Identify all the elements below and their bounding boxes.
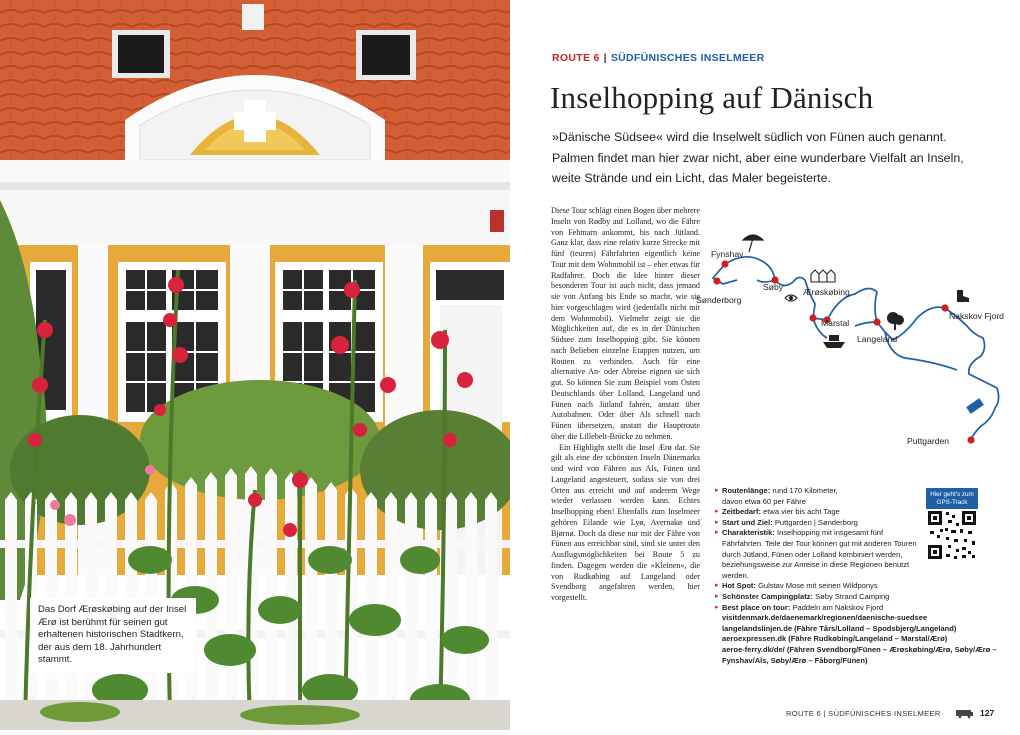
web-link[interactable]: aeroexpressen.dk (Fähre Rudkøbing/Langeland – Marstal/Ærø)	[722, 634, 948, 644]
web-link[interactable]: visitdenmark.de/daenemark/regionen/daenische-suedsee	[722, 613, 928, 623]
map-label-fynshav: Fynshav	[711, 249, 744, 259]
fact-row	[715, 507, 925, 518]
fact-text: etwa vier bis acht Tage	[763, 507, 840, 517]
fact-text: Inselhopping mit insgesamt fünf Fährfahrten. Teile der Tour können gut mit anderen Touren durch Jütland, Fünen oder Lolland kombiniert werden, beziehungsweise zur Anreise in diese Regionen benutzt werden.	[722, 528, 917, 580]
fact-text: Paddeln am Nakskov Fjord	[792, 602, 884, 612]
stop-aeroskobing	[809, 314, 816, 321]
web-link[interactable]: aeroe-ferry.dk/de/ (Fähren Svendborg/Fünen – Ærøskøbing/Ærø, Søby/Ærø – Fynshav/Als, Søby/Ærø – Fåborg/Fünen)	[722, 644, 997, 665]
map-label-puttgarden: Puttgarden	[907, 436, 950, 446]
qr-heading: Hier geht's zum GPS-Track	[926, 488, 978, 509]
page-number: 127	[980, 708, 995, 718]
fact-text: Gulstav Mose mit seinen Wildponys	[758, 581, 878, 591]
lead-paragraph: »Dänische Südsee« wird die Inselwelt südlich von Fünen auch genannt. Palmen findet man hier zwar nicht, aber eine wunderbare Vielfalt an Inseln, weite Strände und ein Licht, das Maler begeisterte.	[552, 130, 964, 185]
page-footer: ROUTE 6 | SÜDFÜNISCHES INSELMEER	[786, 709, 941, 718]
fact-row	[715, 518, 925, 529]
route-kicker	[552, 52, 764, 64]
stop-fynshav	[721, 260, 728, 267]
page-title: Inselhopping auf Dänisch	[550, 80, 874, 115]
fact-text: davon etwa 60 per Fähre	[722, 496, 806, 506]
tree-icon	[887, 312, 904, 330]
gps-track-qr[interactable]	[926, 488, 978, 572]
houses-icon	[811, 270, 835, 282]
fact-text: rund 170 Kilometer,	[772, 486, 838, 495]
fact-label: Start und Ziel:	[722, 517, 773, 527]
web-link[interactable]: langelandslinjen.de (Fähre Tårs/Lolland – Spodsbjerg/Langeland)	[722, 623, 957, 633]
route-region: SÜDFÜNISCHES INSELMEER	[610, 52, 765, 64]
camper-van-icon	[966, 398, 984, 414]
body-text	[551, 206, 700, 604]
fact-label: Best place on tour:	[722, 602, 791, 612]
stop-nakskov	[941, 304, 948, 311]
map-label-soby: Søby	[763, 282, 784, 292]
arrow-icon: ▸	[715, 508, 719, 516]
arrow-icon: ▸	[715, 518, 719, 526]
arrow-icon: ▸	[715, 529, 719, 537]
boot-icon	[957, 290, 969, 302]
stop-sonderborg	[713, 277, 720, 284]
arrow-icon: ▸	[715, 603, 719, 611]
house-photo	[0, 0, 510, 730]
fact-row	[715, 603, 925, 614]
kicker-separator: |	[603, 52, 607, 64]
map-label-nakskov: Nakskov Fjord	[949, 311, 1004, 321]
fact-label: Routenlänge:	[722, 486, 771, 495]
photo-caption: Das Dorf Ærøskøbing auf der Insel Ærø ist berühmt für seinen gut erhaltenen historischen Stadtkern, der aus dem 18. Jahrhundert stammt.	[30, 598, 196, 673]
map-label-langeland: Langeland	[857, 334, 898, 344]
body-paragraph: Diese Tour schlägt einen Bogen über mehrere Inseln von Rødby auf Lolland, wo die Fähre von Fehmarn ankommt, bis nach Jütland. Ganz klar, dass eine relativ kurze Strecke mit fünf (teuren) Fährfahrten eigentlich keine Tour mit dem Wohnmobil ist – eher etwas für Radfahrer. Doch die Idee hinter dieser besonderen Tour ist auch nicht, dass jemand sie von Anfang bis Ende so macht, wie sie hier vorgeschlagen wird (jedenfalls nicht mit dem Wohnmobil). Vielmehr zeigt sie die Möglichkeiten auf, die es in der Dänischen Südsee zum Inselhopping gibt. Sie können nach Belieben einzelne Etappen nutzen, um Routen zu verbinden. Auch für eine alternative An- oder Abreise eignen sie sich gut. So können Sie zum Beispiel vom Osten Deutschlands über Lolland, Langeland und Fünen nach Jütland fahren, anstatt über Autobahnen. Oder über Als schnell nach Fünen übersetzen, anstatt die Hauptroute über die Lillebelt-Brücke zu nehmen.	[551, 206, 700, 441]
body-paragraph: Ein Highlight stellt die Insel Ærø dar. Sie gilt als eine der schönsten Inseln Dänemarks und wird von Fähren aus Als, Fünen und Langeland angesteuert, sodass sie von drei Orten aus erreicht und auf anderem Wege wieder verlassen werden kann. Echtes Inselhopping eben! Ebenfalls zum Inselmeer gehören Eilande wie Lyø, Avernakø und Bjørnø. Doch da diese nur mit der Fähre von Fünen aus erreichbar sind, sind sie unter den Ausflugsmöglichkeiten bei Route 5 zu finden. Dagegen werden die »Kleinen«, die von Rudkøbing auf Langeland oder Svendborg angefahren werden, hier vorgestellt.	[551, 442, 700, 602]
eye-icon	[785, 295, 797, 301]
map-label-sonderborg: Sønderborg	[696, 295, 742, 305]
fact-text: Puttgarden | Sønderborg	[774, 517, 858, 527]
map-label-aeroskobing: Ærøskøbing	[803, 287, 850, 297]
stop-puttgarden	[967, 436, 974, 443]
fact-row	[715, 528, 925, 581]
arrow-icon: ▸	[715, 582, 719, 590]
fact-text: Søby Strand Camping	[815, 591, 890, 601]
fact-row	[715, 581, 925, 592]
fact-row	[715, 486, 925, 497]
arrow-icon: ▸	[715, 487, 719, 494]
route-map	[696, 222, 1010, 462]
qr-code-icon	[926, 509, 978, 561]
beach-umbrella-icon	[743, 235, 763, 252]
arrow-icon: ▸	[715, 592, 719, 600]
fact-label: Zeitbedarf:	[722, 507, 761, 517]
article-page	[510, 0, 1020, 730]
fact-label: Schönster Campingplatz:	[722, 591, 813, 601]
fact-row	[715, 592, 925, 603]
camper-icon	[956, 709, 974, 718]
fact-label: Charakteristik:	[722, 528, 775, 538]
fact-row	[715, 497, 925, 508]
stop-langeland	[873, 318, 880, 325]
fact-label: Hot Spot:	[722, 581, 756, 591]
map-label-marstal: Marstal	[821, 318, 850, 328]
route-number: ROUTE 6	[552, 52, 600, 64]
